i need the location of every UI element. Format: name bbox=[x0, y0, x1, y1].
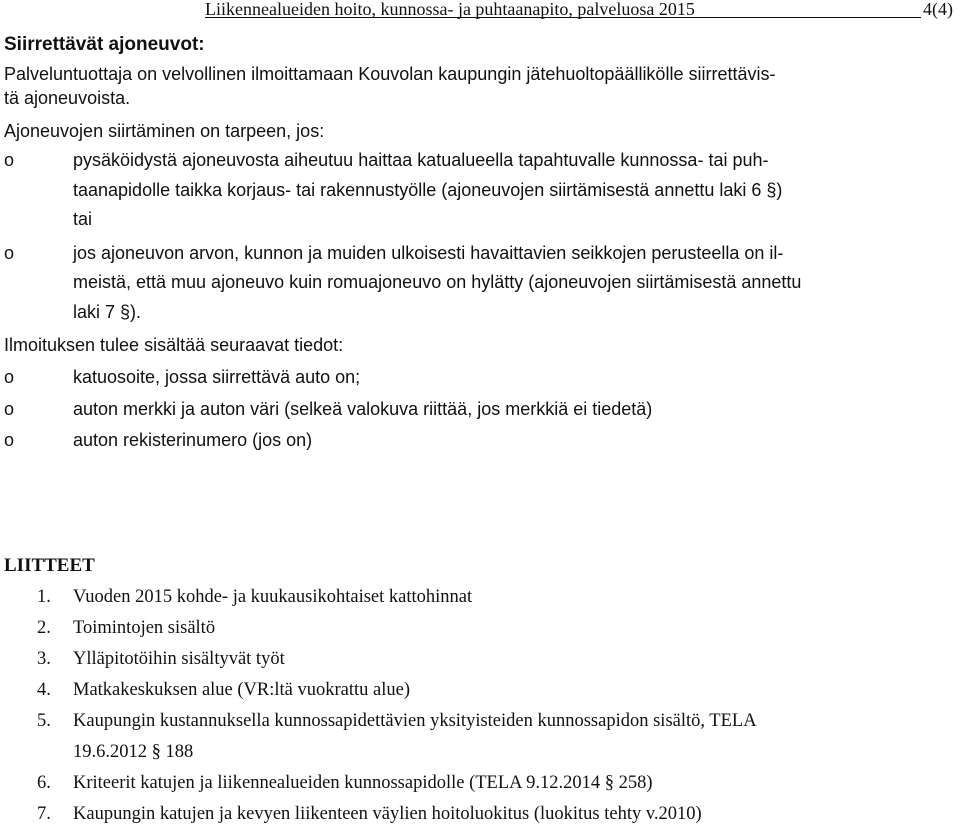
bullet-marker: o bbox=[4, 242, 15, 263]
bullet-marker: o bbox=[4, 367, 15, 387]
running-header bbox=[205, 0, 953, 20]
item-number: 1. bbox=[37, 587, 51, 607]
intro-line: tä ajoneuvoista. bbox=[4, 88, 131, 108]
attachment-title: Toimintojen sisältö bbox=[73, 618, 216, 638]
list-item-line: meistä, että muu ajoneuvo kuin romuajoneuvo on hylätty (ajoneuvojen siirtämisestä annettu bbox=[73, 272, 802, 292]
conditions-list bbox=[0, 146, 955, 327]
item-number: 3. bbox=[37, 649, 51, 669]
list-item-line: pysäköidystä ajoneuvosta aiheutuu haittaa katualueella tapahtuvalle kunnossa- tai puh- bbox=[73, 150, 769, 170]
attachment-title: Kaupungin katujen ja kevyen liikenteen väylien hoitoluokitus (luokitus tehty v.2010) bbox=[73, 804, 702, 824]
header-title: Liikennealueiden hoito, kunnossa- ja puhtaanapito, palveluosa 2015 bbox=[205, 0, 695, 19]
intro-line: Palveluntuottaja on velvollinen ilmoittamaan Kouvolan kaupungin jätehuoltopäällikölle siirrettävis- bbox=[4, 64, 776, 84]
attachment-item bbox=[0, 706, 955, 768]
list-item bbox=[0, 425, 955, 457]
attachments-heading: LIITTEET bbox=[4, 555, 95, 576]
section-heading: Siirrettävät ajoneuvot: bbox=[4, 34, 205, 55]
list-item bbox=[0, 394, 955, 426]
attachment-item bbox=[0, 799, 955, 830]
item-number: 2. bbox=[37, 618, 51, 638]
attachment-item bbox=[0, 582, 955, 613]
list-item-text: katuosoite, jossa siirrettävä auto on; bbox=[73, 367, 361, 387]
attachment-item bbox=[0, 644, 955, 675]
attachment-title: Kriteerit katujen ja liikennealueiden kunnossapidolle (TELA 9.12.2014 § 258) bbox=[73, 773, 653, 793]
list-item-line: jos ajoneuvon arvon, kunnon ja muiden ulkoisesti havaittavien seikkojen perusteella on il- bbox=[73, 242, 784, 263]
list-item-text: auton merkki ja auton väri (selkeä valokuva riittää, jos merkkiä ei tiedetä) bbox=[73, 398, 653, 419]
list-item-text: auton rekisterinumero (jos on) bbox=[73, 430, 313, 450]
attachment-item bbox=[0, 768, 955, 799]
item-number: 7. bbox=[37, 804, 51, 824]
list-item bbox=[0, 239, 955, 328]
conditions-intro: Ajoneuvojen siirtäminen on tarpeen, jos: bbox=[4, 121, 325, 141]
notice-intro: Ilmoituksen tulee sisältää seuraavat tiedot: bbox=[4, 335, 344, 355]
attachment-title: Matkakeskuksen alue (VR:ltä vuokrattu alue) bbox=[73, 680, 411, 700]
list-item-line: laki 7 §). bbox=[73, 301, 142, 322]
attachment-title-continued: 19.6.2012 § 188 bbox=[73, 742, 194, 762]
item-number: 4. bbox=[37, 680, 51, 700]
attachment-title: Ylläpitotöihin sisältyvät työt bbox=[73, 649, 285, 669]
header-rule bbox=[205, 17, 921, 18]
attachment-title: Kaupungin kustannuksella kunnossapidettävien yksityisteiden kunnossapidon sisältö, TELA bbox=[73, 711, 757, 731]
attachment-title: Vuoden 2015 kohde- ja kuukausikohtaiset kattohinnat bbox=[73, 587, 473, 607]
attachment-item bbox=[0, 675, 955, 706]
bullet-marker: o bbox=[4, 398, 15, 419]
page-number: 4(4) bbox=[923, 0, 953, 19]
attachment-item bbox=[0, 613, 955, 644]
notice-list bbox=[0, 362, 955, 457]
attachments-list bbox=[0, 582, 955, 830]
bullet-marker: o bbox=[4, 150, 15, 170]
intro-paragraph bbox=[4, 60, 954, 113]
bullet-marker: o bbox=[4, 430, 15, 450]
item-number: 6. bbox=[37, 773, 51, 793]
list-item-line: taanapidolle taikka korjaus- tai rakennustyölle (ajoneuvojen siirtämisestä annettu laki 6 §) bbox=[73, 179, 783, 200]
item-number: 5. bbox=[37, 711, 51, 731]
list-item bbox=[0, 146, 955, 235]
list-item-line: tai bbox=[73, 209, 93, 229]
list-item bbox=[0, 362, 955, 394]
